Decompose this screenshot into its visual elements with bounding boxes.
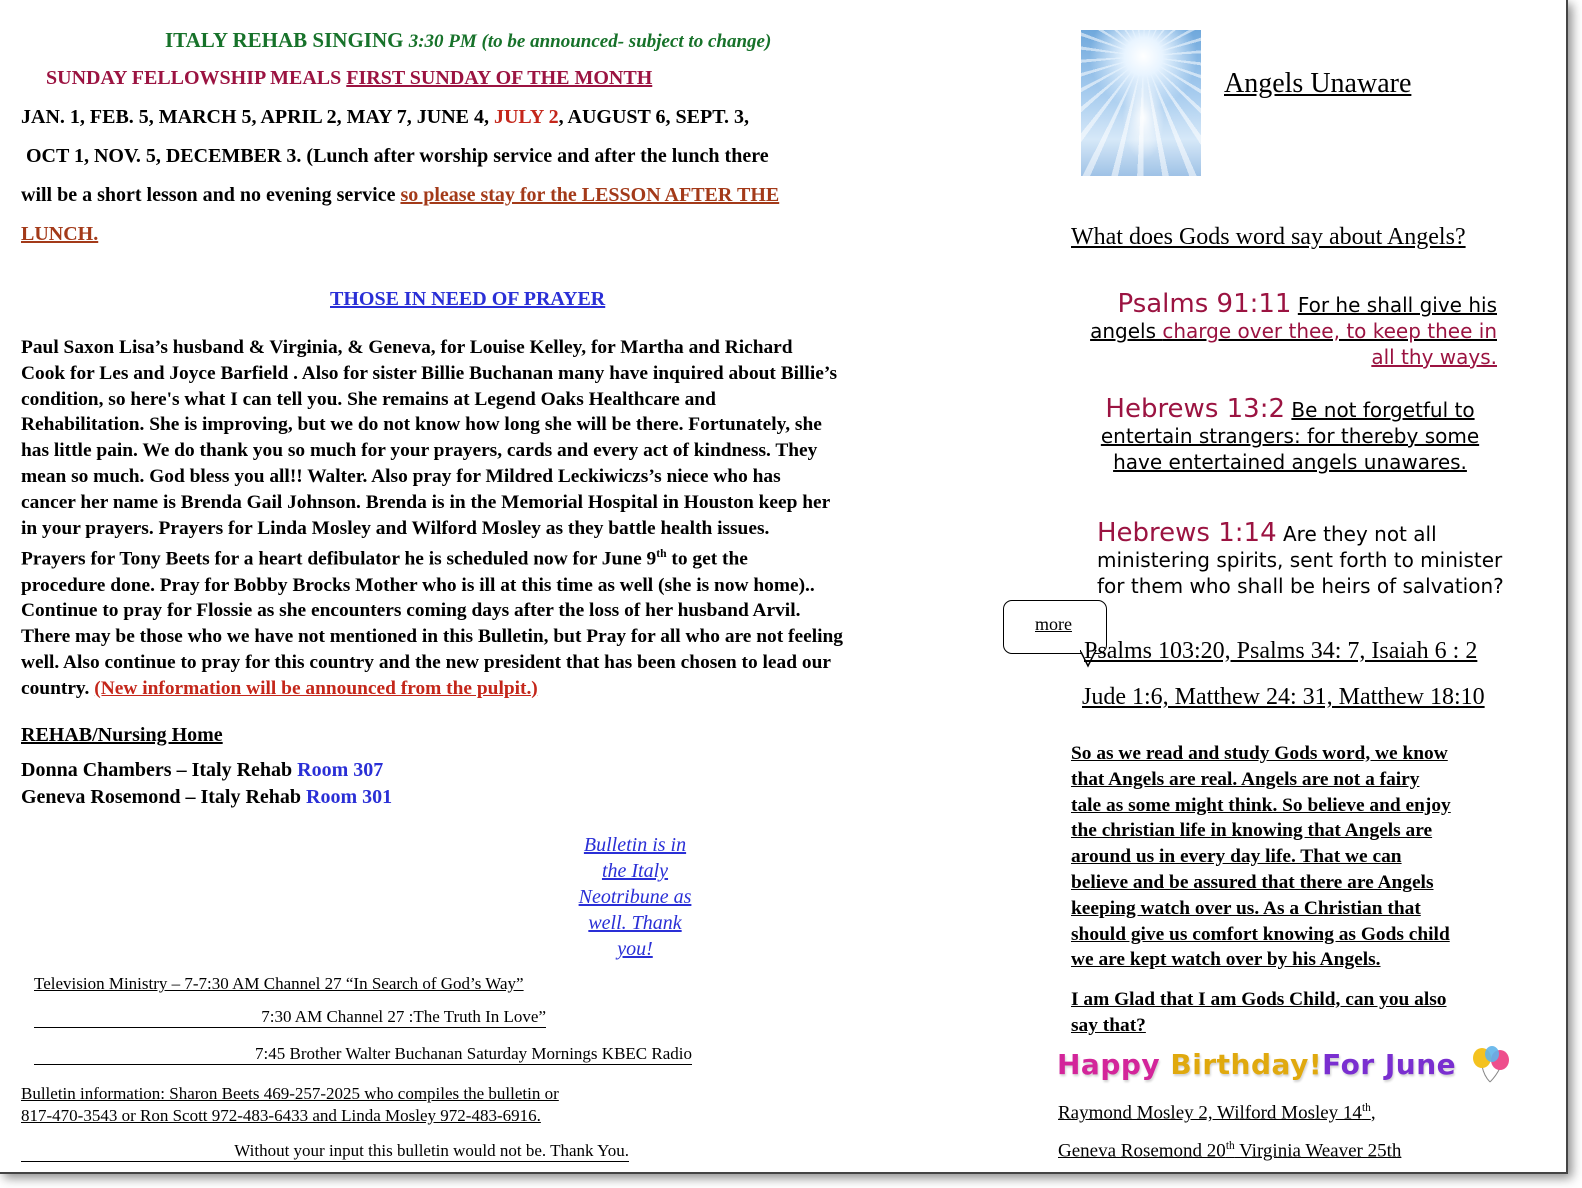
prayer-paragraph	[21, 335, 843, 702]
verse-refs-line-1: Psalms 103:20, Psalms 34: 7, Isaiah 6 : 2	[1084, 638, 1478, 664]
verse-text-highlight: charge over thee, to keep thee in	[1162, 319, 1497, 343]
verse-ref: Hebrews 13:2	[1105, 394, 1286, 424]
rehab-entry-2	[21, 786, 392, 809]
angel-image	[1081, 30, 1201, 176]
neotribune-note	[560, 832, 710, 962]
verse-ref: Psalms 91:11	[1117, 289, 1292, 319]
birthday-text: ,	[1370, 1102, 1376, 1124]
prayer-line: mean so much. God bless you all!! Walter. Also pray for Mildred Leckiwiczs’s niece who has	[21, 465, 781, 487]
glad-line: I am Glad that I am Gods Child, can you also	[1071, 989, 1447, 1010]
rehab-room: Room 301	[306, 786, 393, 808]
prayer-text: Prayers for Tony Beets for a heart defibulator he is scheduled now for June 9	[21, 548, 657, 570]
first-sunday-label: FIRST SUNDAY OF THE MONTH	[346, 67, 653, 89]
fellowship-meals-line	[46, 67, 652, 90]
prayer-line	[21, 676, 843, 702]
prayer-line: well. Also continue to pray for this country and the new president that has been chosen to lead our	[21, 652, 831, 674]
glad-line: say that?	[1071, 1014, 1146, 1036]
verse-hebrews-1-14	[1097, 520, 1504, 599]
prayer-line: cancer her name is Brenda Gail Johnson. Brenda is in the Memorial Hospital in Houston keep her	[21, 491, 831, 513]
birthday-text: Virginia Weaver 25th	[1234, 1140, 1402, 1162]
tv-ministry-line-1: Television Ministry – 7-7:30 AM Channel 27 “In Search of God’s Way”	[34, 974, 524, 993]
prayer-line: in your prayers. Prayers for Linda Mosley and Wilford Mosley as they battle health issues.	[21, 517, 770, 539]
rehab-name: Geneva Rosemond – Italy Rehab	[21, 786, 302, 808]
summary-line: should give us comfort knowing as Gods child	[1071, 923, 1450, 945]
happy-word: Happy	[1057, 1048, 1161, 1081]
verse-text: ministering spirits, sent forth to minister	[1097, 548, 1503, 572]
lesson-text: will be a short lesson and no evening service	[21, 184, 396, 206]
for-june-word: For June	[1322, 1048, 1457, 1081]
summary-line: the christian life in knowing that Angels are	[1071, 820, 1433, 842]
rehab-room: Room 307	[297, 759, 384, 781]
neotribune-line: Bulletin is in	[583, 834, 687, 856]
meal-dates-line-1	[21, 106, 749, 129]
meal-dates-line-3	[21, 184, 779, 207]
verse-refs-line-2: Jude 1:6, Matthew 24: 31, Matthew 18:10	[1082, 684, 1485, 710]
bulletin-info-line-1: Bulletin information: Sharon Beets 469-257-2025 who compiles the bulletin or	[21, 1084, 559, 1103]
tv-ministry-line-2: 7:30 AM Channel 27 :The Truth In Love”	[34, 1007, 546, 1028]
lesson-after-lunch-link: so please stay for the LESSON AFTER THE	[400, 184, 780, 206]
bulletin-info-line-3: Without your input this bulletin would not be. Thank You.	[21, 1141, 629, 1162]
verse-text: for them who shall be heirs of salvation?	[1097, 574, 1504, 598]
verse-text: entertain strangers: for thereby some	[1100, 424, 1480, 448]
prayer-line	[21, 541, 843, 572]
verse-text: Are they not all	[1283, 522, 1437, 546]
bulletin-info-line-2: 817-470-3543 or Ron Scott 972-483-6433 and Linda Mosley 972-483-6916.	[21, 1106, 541, 1125]
gods-child-note	[1071, 987, 1447, 1039]
neotribune-line: you!	[617, 938, 653, 960]
birthday-text: Raymond Mosley 2, Wilford Mosley 14	[1058, 1102, 1362, 1124]
dates-text-continued: , AUGUST 6, SEPT. 3,	[558, 106, 750, 128]
rehab-name: Donna Chambers – Italy Rehab	[21, 759, 293, 781]
pulpit-announcement-link: (New information will be announced from the pulpit.)	[94, 677, 538, 699]
ordinal-suffix: th	[1225, 1140, 1235, 1152]
rehab-entry-1	[21, 759, 383, 782]
ordinal-suffix: th	[1361, 1102, 1371, 1114]
prayer-line: Cook for Les and Joyce Barfield . Also for sister Billie Buchanan many have inquired about Billie’s	[21, 362, 838, 384]
verse-ref: Hebrews 1:14	[1097, 518, 1277, 548]
birthday-line-1	[1058, 1102, 1376, 1124]
birthday-word: Birthday!	[1170, 1048, 1323, 1081]
balloons-icon	[1468, 1046, 1516, 1084]
rehab-singing-line	[165, 28, 771, 53]
prayer-line: has little pain. We do thank you so much for your prayers, cards and every act of kindness. They	[21, 440, 818, 462]
prayer-line: procedure done. Pray for Bobby Brocks Mother who is ill at this time as well (she is now home)..	[21, 574, 815, 596]
summary-line: around us in every day life. That we can	[1071, 846, 1402, 868]
verse-text: have entertained angels unawares.	[1113, 450, 1467, 474]
dates-text: JAN. 1, FEB. 5, MARCH 5, APRIL 2, MAY 7, JUNE 4,	[21, 106, 489, 128]
verse-hebrews-13-2	[1070, 396, 1510, 475]
summary-line: believe and be assured that there are Angels	[1071, 871, 1434, 893]
happy-birthday-banner	[1057, 1048, 1456, 1081]
verse-text: angels	[1090, 319, 1156, 343]
meal-dates-line-2: OCT 1, NOV. 5, DECEMBER 3. (Lunch after worship service and after the lunch there	[26, 145, 769, 167]
rehab-singing-detail: 3:30 PM (to be announced- subject to change)	[408, 31, 772, 52]
prayer-line: Continue to pray for Flossie as she encounters coming days after the loss of her husband Arvil.	[21, 600, 801, 622]
verse-psalms-91-11	[1057, 291, 1497, 370]
lunch-link: LUNCH.	[21, 223, 99, 245]
angels-summary	[1071, 741, 1451, 973]
verse-text-highlight: all thy ways.	[1371, 345, 1497, 369]
july-highlight: JULY 2	[493, 106, 559, 128]
prayer-line: Rehabilitation. She is improving, but we do not know how long she will be there. Fortunately, she	[21, 414, 822, 436]
more-link[interactable]: more	[1035, 614, 1072, 634]
prayer-text: to get the	[666, 548, 748, 570]
neotribune-line: the Italy	[601, 860, 669, 882]
verse-text: For he shall give his	[1297, 293, 1497, 317]
prayer-line: There may be those who we have not mentioned in this Bulletin, but Pray for all who are not feeling	[21, 626, 843, 648]
birthday-text: Geneva Rosemond 20	[1058, 1140, 1226, 1162]
summary-line: So as we read and study Gods word, we know	[1071, 743, 1448, 764]
rehab-singing-title: ITALY REHAB SINGING	[165, 28, 404, 52]
fellowship-meals-title: SUNDAY FELLOWSHIP MEALS	[46, 67, 342, 89]
summary-line: we are kept watch over by his Angels.	[1071, 949, 1381, 971]
prayer-text: country.	[21, 677, 90, 699]
prayer-line: condition, so here's what I can tell you. She remains at Legend Oaks Healthcare and	[21, 388, 716, 410]
neotribune-line: Neotribune as	[578, 886, 692, 908]
neotribune-line: well. Thank	[588, 912, 682, 934]
tv-ministry-line-3: 7:45 Brother Walter Buchanan Saturday Mornings KBEC Radio	[34, 1044, 692, 1065]
birthday-line-2	[1058, 1140, 1401, 1162]
ordinal-suffix: th	[656, 547, 667, 561]
prayer-line: Paul Saxon Lisa’s husband & Virginia, & Geneva, for Louise Kelley, for Martha and Richard	[21, 337, 793, 358]
summary-line: that Angels are real. Angels are not a fairy	[1071, 768, 1420, 790]
verse-text: Be not forgetful to	[1291, 398, 1475, 422]
prayer-heading: THOSE IN NEED OF PRAYER	[330, 288, 606, 310]
angels-unaware-title: Angels Unaware	[1224, 68, 1412, 99]
angels-question: What does Gods word say about Angels?	[1071, 224, 1466, 250]
rehab-heading: REHAB/Nursing Home	[21, 724, 223, 746]
summary-line: keeping watch over us. As a Christian that	[1071, 897, 1421, 919]
summary-line: tale as some might think. So believe and enjoy	[1071, 794, 1451, 816]
